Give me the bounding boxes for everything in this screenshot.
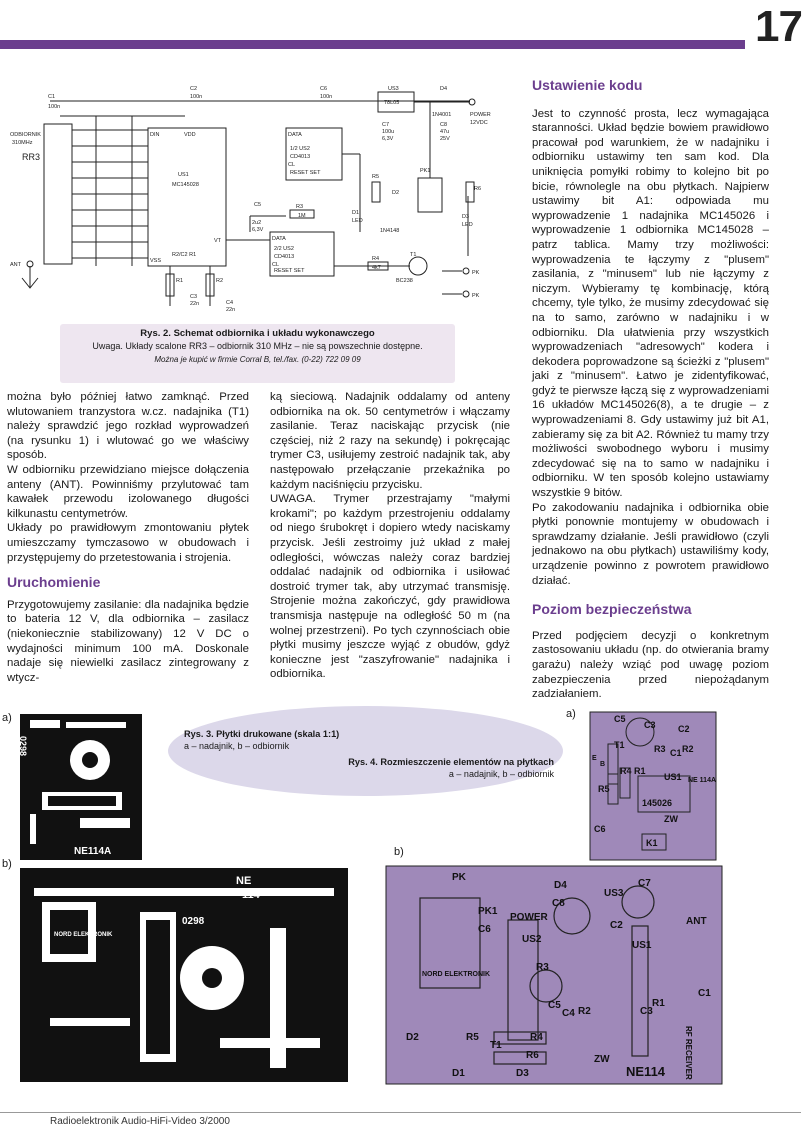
pa-r2: R2 [682,744,694,754]
heading-ustawienie-kodu: Ustawienie kodu [532,77,643,93]
label-b-right: b) [394,846,404,858]
label-a-right: a) [566,708,576,720]
pb-r4: R4 [530,1032,543,1043]
sch-pk-a: PK [472,270,480,276]
pa-c6: C6 [594,824,606,834]
sch-reset-set-b: RESET SET [274,268,305,274]
pa-e: E [592,755,597,762]
sch-d3: D3 [462,214,470,220]
sch-r1: R1 [176,278,184,284]
pa-r5: R5 [598,784,610,794]
pa-k1: K1 [646,838,658,848]
fig4-title: Rys. 4. Rozmieszczenie elementów na płytkach [348,757,554,767]
sch-c5: C5 [254,202,262,208]
pb-zw: ZW [594,1054,610,1065]
pa-t1: T1 [614,740,625,750]
sch-r2: R2 [216,278,224,284]
sch-c5v: 2u2 [252,220,262,226]
pb-r1: R1 [652,998,665,1009]
sch-us2at: CD4013 [290,154,311,160]
pb-us3: US3 [604,888,624,899]
pb-r6: R6 [526,1050,539,1061]
receiver-schematic [0,56,526,332]
pa-ic: 145026 [642,798,673,808]
page-number: 17 [755,2,802,51]
sch-rc: R2/C2 R1 [172,252,197,258]
sch-c5vv: 6,3V [252,227,264,233]
pcb-receiver [20,868,348,1082]
sch-us1t: MC145028 [172,182,199,188]
col3-p3: Przed podjęciem decyzji o konkretnym zastosowaniu układu (np. do otwierania bramy garażu) należy wziąć pod uwagę poziom zabezpieczenia przed niepożądanym zadziałaniem. [532,629,769,701]
pcb-b-num: 114 [242,889,260,901]
sch-d4v: 1N4001 [432,112,452,118]
pb-c5: C5 [548,1000,561,1011]
sch-data-a: DATA [288,132,302,138]
sch-c3: C3 [190,294,198,300]
pb-power: POWER [510,912,548,923]
placement-transmitter [590,712,716,860]
sch-c4v: 22n [226,307,236,313]
sch-cl-b: CL [272,262,280,268]
pb-rf: RF RECEIVER [684,1026,693,1080]
label-a-left: a) [2,712,12,724]
sch-led3: LED [462,222,473,228]
pb-c1: C1 [698,988,711,999]
fig2-title: Rys. 2. Schemat odbiornika i układu wykonawczego [140,328,375,339]
pb-d1: D1 [452,1068,465,1079]
pb-us1: US1 [632,940,652,951]
pcb-a-code: 0298 [18,736,28,757]
pb-d4: D4 [554,880,567,891]
fig4-sub: a – nadajnik, b – odbiornik [448,769,554,779]
pb-ant: ANT [686,916,707,927]
sch-din: DIN [150,132,160,138]
pcb-b-code: 0298 [182,916,205,927]
sch-c8v: 47u [440,129,450,135]
sch-odb: ODBIORNIK [10,132,41,138]
sch-c2: C2 [190,86,198,92]
heading-poziom-bezpieczenstwa: Poziom bezpieczeństwa [532,601,692,618]
footer-divider [0,1112,801,1113]
col1-p1: można było później łatwo zamknąć. Przed wlutowaniem tranzystora w.cz. nadajnika (T1) należy sprawdzić jego rozkład wyprowadzeń (na rysunku 1) i wlutować go we właściwy sposób. [7,391,249,462]
sch-powerv: 12VDC [470,120,488,126]
pa-c1: C1 [670,748,682,758]
sch-ant: ANT [10,262,21,268]
fig2-buy: Można je kupić w firmie Corral B, tel./fax. (0-22) 722 09 09 [154,355,361,364]
sch-t1: T1 [410,252,417,258]
sch-c1: C1 [48,94,56,100]
sch-c8vv: 25V [440,136,450,142]
pb-logo: NORD ELEKTRONIK [422,971,491,978]
sch-vss: VSS [150,258,162,264]
fig3-title: Rys. 3. Płytki drukowane (skala 1:1) [184,729,340,739]
pb-c6: C6 [478,924,491,935]
pb-ne: NE114 [626,1064,666,1079]
header-bar [0,40,745,49]
pcb-b-name: NE [236,875,252,887]
sch-us1: US1 [178,172,189,178]
sch-c6: C6 [320,86,328,92]
label-b-left: b) [2,858,12,870]
pb-d2: D2 [406,1032,419,1043]
sch-c7vv: 6,3V [382,136,394,142]
figure2-caption [60,324,455,383]
sch-data-b: DATA [272,236,286,242]
sch-us3: US3 [388,86,399,92]
pb-c4: C4 [562,1008,575,1019]
pa-r1: R1 [634,766,646,776]
pb-pk1: PK1 [478,906,498,917]
pa-us1: US1 [664,772,682,782]
pa-c5: C5 [614,714,626,724]
sch-us2b: 2/2 US2 [274,246,294,252]
col2-p2: UWAGA. Trymer przestrajamy "małymi krokami"; po każdym przestrojeniu oddalamy od niego śrubokręt i dopiero wtedy naciskamy przycisk. Jeśli zestroimy już układ z małej odległości, wówczas należy coraz bardziej oddalać nadajnik od odbiornika i usiłować dostroić trymer tak, aby utrzymać transmisję. Strojenie można zakończyć, gdy prawidłowa transmisja następuje na odległość 50 m (na wolnej przestrzeni). Po tych czynnościach obie płytki musimy jeszcze wyjąć z obudów, gdyż konieczne jest "zaszyfrowanie" nadajnika i odbiornika. [270,493,510,681]
sch-led1: LED [352,218,363,224]
col1-p4: Przygotowujemy zasilanie: dla nadajnika będzie to bateria 12 V, dla odbiornika – zasilacz (niekoniecznie stabilizowany) 12 V DC o wydajności minimum 100 mA. Doskonale nadaje się niewielki zasilacz zintegrowany z wtycz- [7,598,249,684]
heading-uruchomienie: Uruchomienie [7,574,101,591]
sch-r5: R5 [372,174,380,180]
sch-d2: D2 [392,190,400,196]
sch-r4: R4 [372,256,380,262]
sch-reset-set-a: RESET SET [290,170,321,176]
pa-r4: R4 [620,766,632,776]
pb-r3: R3 [536,962,549,973]
sch-us3t: 78L05 [384,100,400,106]
sch-cl-a: CL [288,162,296,168]
sch-c6v: 100n [320,94,333,100]
sch-d1: D1 [352,210,360,216]
sch-c4: C4 [226,300,234,306]
sch-c8: C8 [440,122,448,128]
sch-rr3: RR3 [22,152,41,162]
col3-p2: Po zakodowaniu nadajnika i odbiornika obie płytki ponownie montujemy w obudowach i sprawdzamy działanie. Jeśli prawidłowo (czyli jednakowo na obu płytkach) ustawiliśmy kody, urządzenie powinno z powrotem prawidłowo działać. [532,501,769,587]
sch-d2v: 1N4148 [380,228,400,234]
column-2 [270,390,510,682]
sch-r3v: 1M [298,213,306,219]
placement-receiver [386,866,722,1084]
pa-b: B [600,761,606,768]
pcb-transmitter [20,714,142,860]
sch-d4: D4 [440,86,448,92]
pcb-b-logo: NORD ELEKTRONIK [54,932,113,938]
fig4-caption [326,756,554,780]
pa-zw: ZW [664,814,678,824]
sch-r6: R6 [474,186,482,192]
col1-p3: Układy po prawidłowym zmontowaniu płytek umieszczamy tymczasowo w obudowach i przystępujemy do przetestowania i strojenia. [7,522,249,564]
sch-c2v: 100n [190,94,203,100]
sch-c1v: 100n [48,104,61,110]
pb-t1: T1 [490,1040,502,1051]
sch-r4v: 4k7 [372,265,381,271]
sch-c7v: 100u [382,129,395,135]
sch-us2bt: CD4013 [274,254,295,260]
pb-r2: R2 [578,1006,591,1017]
pb-c2: C2 [610,920,623,931]
fig3-sub: a – nadajnik, b – odbiornik [184,741,290,751]
pa-ne: NE 114A [688,777,717,784]
sch-pk1: PK1 [420,168,431,174]
pa-r3: R3 [654,744,666,754]
pb-pk: PK [452,872,466,883]
sch-power: POWER [470,112,491,118]
col2-p1: ką sieciową. Nadajnik oddalamy od anteny odbiornika na ok. 50 centymetrów i włączamy zasilanie. Teraz naciskając przycisk (nie częściej, niż 2 razy na sekundę) i pokręcając trymer C3, usiłujemy zestroić nadajnik tak, aby następowało przełączanie przekaźnika po każdym naciśnięciu przycisku. [270,391,510,491]
pb-d3: D3 [516,1068,529,1079]
sch-t1v: BC238 [396,278,413,284]
col1-p2: W odbiorniku przewidziano miejsce dołączenia anteny (ANT). Powinniśmy przylutować tam kawałek przewodu izolowanego długości kilkunastu centymetrów. [7,463,249,520]
sch-c7: C7 [382,122,390,128]
pb-us2: US2 [522,934,542,945]
fig2-note: Uwaga. Układy scalone RR3 – odbiornik 310 MHz – nie są powszechnie dostępne. [92,341,423,351]
sch-vt: VT [214,238,222,244]
pa-c3: C3 [644,720,656,730]
sch-odbmhz: 310MHz [12,140,33,146]
footer-text: Radioelektronik Audio-HiFi-Video 3/2000 [50,1116,230,1127]
column-1 [7,390,249,685]
pb-c3: C3 [640,1006,653,1017]
pcb-a-name: NE114A [74,846,112,857]
column-3 [532,78,769,702]
pb-c8: C8 [552,898,565,909]
pb-r5: R5 [466,1032,479,1043]
pb-c7: C7 [638,878,651,889]
col3-p1: Jest to czynność prosta, lecz wymagająca staranności. Układ będzie bowiem prawidłowo pracował pod warunkiem, że w nadajniku i odbiorniku ustawimy ten sam kod. Dla uniknięcia pomyłki robimy to kolejno bit po bicie, równolegle na obu płytkach. Najpierw ustawimy bit A1: odpowiada mu wyprowadzenie 1 nadajnika MC145026 i wyprowadzenie 1 odbiornika MC145028 – patrz tablica. Mamy trzy możliwości: wyprowadzenia te łączymy z "plusem" zasilania, z "minusem" lub nie łączymy z niczym. Wybieramy tę kombinację, którą chcemy, tyle tylko, że musimy zdecydować się na to samo, zarówno w nadajniku i w odbiorniku. Dla ułatwienia przy wszystkich wyprowadzeniach "adresowych" kodera i dekodera poprowadzone są ścieżki z "plusem" jaki z "minusem". Łatwo je zidentyfikować, gdyż te pierwsze łączą się z wyprowadzeniami 16 układów MC145026(8), a te drugie – z wyprowadzeniami 8. Gdy ustawimy już bit A1, zabieramy się za bit A2. Również tu mamy trzy możliwości swobodnego wyboru i musimy zdecydować się na to samo w nadajniku i odbiorniku. W ten sposób kolejno ustawiamy wszystkie 9 bitów. [532,107,769,500]
pa-c2: C2 [678,724,690,734]
sch-vdd: VDD [184,132,196,138]
sch-c3v: 22n [190,301,200,307]
fig3-caption [184,728,339,752]
sch-r3: R3 [296,204,304,210]
sch-us2a: 1/2 US2 [290,146,310,152]
sch-pk-b: PK [472,293,480,299]
